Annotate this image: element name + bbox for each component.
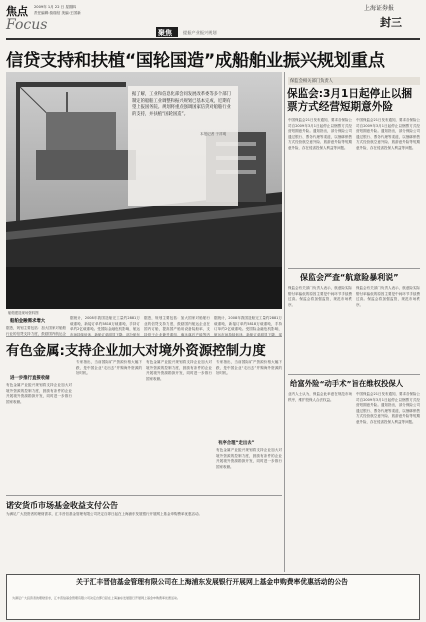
- main-headline: 信贷支持和扶植“国轮国造”成船舶业振兴规划重点: [6, 51, 385, 71]
- ad-title: 关于汇丰晋信基金管理有限公司在上海浦东发展银行开展网上基金申购费率优惠活动的公告: [76, 578, 348, 586]
- section-title: 焦点: [6, 5, 28, 18]
- middle-text-a: 有色金属产业振兴规划将支持企业加大对境外资源的控制力度，鼓励有条件的企业开展境外资源勘探开发，同时进一步推行国家收储。: [6, 383, 72, 404]
- ad-body: 为满足广大投资者的理财需求，汇丰晋信基金管理有限公司决定自即日起在上海浦东发展银行开展网上基金申购费率优惠活动。: [12, 596, 181, 600]
- middle-subhead-2: 有序合理“走出去”: [218, 441, 255, 446]
- left-subhead-1: 船舶金融需求增大: [10, 319, 46, 324]
- right-headline-2: 保监会严查“航意险暴利说”: [300, 273, 399, 282]
- middle-text-e: 有色金属产业振兴规划将支持企业加大对境外资源的控制力度，鼓励有条件的企业开展境外资源勘探开发，同时进一步推行国家收储。: [216, 448, 282, 469]
- col-text-b: 据统计，2008年我国造船完工量约2881万载重吨，新接订单约5818万载重吨，手持订单约2亿载重吨。受国际金融危机影响，航运市场持续低迷，新船订单明显下降，部分船东: [70, 316, 140, 336]
- middle-text-d: 专家指出，当前国际矿产资源价格大幅下跌，是中国企业“走出去”并购海外资源的好时机。: [216, 360, 282, 376]
- right-label: 保监会相关部门负责人: [290, 79, 333, 84]
- right-text-a: 中国保监会21日发布通知，要求各保险公司自2009年3月1日起停止以捆票方式经营短期意外险。通知指出，部分保险公司通过银行、票务代理等渠道，以捆绑销售方式经营航空意外险、旅游意外险等短期意外险，存在侵害投保人利益等问题。: [288, 118, 352, 150]
- divider: [6, 495, 282, 496]
- right-text-c: 保监会有关部门负责人表示，航意险实际赔付率偏低的原因主要是中间环节手续费过高。保监会将加强监管，规范市场秩序。: [288, 286, 352, 307]
- bottom-left-text: 为满足广大投资者的理财需求，汇丰晋信基金管理有限公司决定自即日起在上海浦东发展银行开展网上基金申购费率优惠活动。: [6, 512, 202, 516]
- dateline: 2009年 1月 22 日 星期四: [34, 5, 77, 9]
- bottom-left-headline: 诺安货币市场基金收益支付公告: [6, 501, 118, 510]
- intro-byline: 本报记者 于祥明: [200, 132, 227, 136]
- divider: [6, 336, 282, 337]
- section-subtitle: Focus: [6, 17, 48, 33]
- col-text-a: 据悉，规划主要包括：加大国家对船舶行业的信贷支持力度，鼓励国内航运企: [6, 326, 66, 336]
- right-text-d: 保监会有关部门负责人表示，航意险实际赔付率偏低的原因主要是中间环节手续费过高。保监会将加强监管，规范市场秩序。: [356, 286, 420, 307]
- right-text-b: 中国保监会21日发布通知，要求各保险公司自2009年3月1日起停止以捆票方式经营短期意外险。通知指出，部分保险公司通过银行、票务代理等渠道，以捆绑销售方式经营航空意外险、旅游意外险等短期意外险，存在侵害投保人利益等问题。: [356, 118, 420, 150]
- right-headline-3: 给富外险“动手术”旨在维权投保人: [290, 379, 404, 388]
- divider: [288, 268, 420, 269]
- editor-line: 责任编辑:詹瑞信 美编:王国新: [34, 11, 81, 15]
- right-headline: 保监会:3月1日起停止以捆票方式经营短期意外险: [287, 88, 412, 113]
- col-text-d: 据统计，2008年我国造船完工量约2881万载重吨，新接订单约5818万载重吨，手持订单约2亿载重吨。受国际金融危机影响，航运市场持续低迷，新船订单明显下降，部: [214, 316, 282, 336]
- right-text-e: 业内人士认为，保监会此举意在规范市场秩序，维护投保人合法权益。: [288, 392, 352, 402]
- middle-subhead-1: 进一步推行直接收储: [10, 376, 50, 381]
- photo-caption: 船舶建造现场资料图: [8, 311, 39, 315]
- middle-text-c: 有色金属产业振兴规划将支持企业加大对境外资源的控制力度，鼓励有条件的企业开展境外资源勘探开发，同时进一步推行国家收储。: [146, 360, 212, 381]
- header-rule: [6, 38, 420, 40]
- page-label: 封三: [380, 16, 402, 29]
- column-divider: [284, 72, 285, 572]
- focus-sub: 提振产业振兴规划: [183, 30, 217, 35]
- right-text-f: 中国保监会21日发布通知，要求各保险公司自2009年3月1日起停止以捆票方式经营短期意外险。通知指出，部分保险公司通过银行、票务代理等渠道，以捆绑销售方式经营航空意外险、旅游意外险等短期意外险，存在侵害投保人利益等问题。: [356, 392, 420, 424]
- middle-text-b: 专家指出，当前国际矿产资源价格大幅下跌，是中国企业“走出去”并购海外资源的好时机。: [76, 360, 142, 376]
- focus-tag: 聚焦: [158, 29, 172, 37]
- brand-logo: 上海证券报: [364, 5, 395, 12]
- intro-text: 据了解，工业和信息化部会同发展改革委等多个部门制定的船舶工业调整和振兴规划已基本完成，近期有望上报国务院。规划将重点强调国家信贷对船舶行业的支持，并扶植“国轮国造”。: [132, 92, 231, 117]
- divider: [288, 374, 420, 375]
- middle-headline: 有色金属:支持企业加大对境外资源控制力度: [6, 344, 266, 359]
- col-text-c: 据悉，规划主要包括：加大国家对船舶行业的信贷支持力度，鼓励国内航运企业在国内订船，提高国产船用设备装船率，支持骨干企业兼并重组，淘汰落后产能等内: [144, 316, 210, 336]
